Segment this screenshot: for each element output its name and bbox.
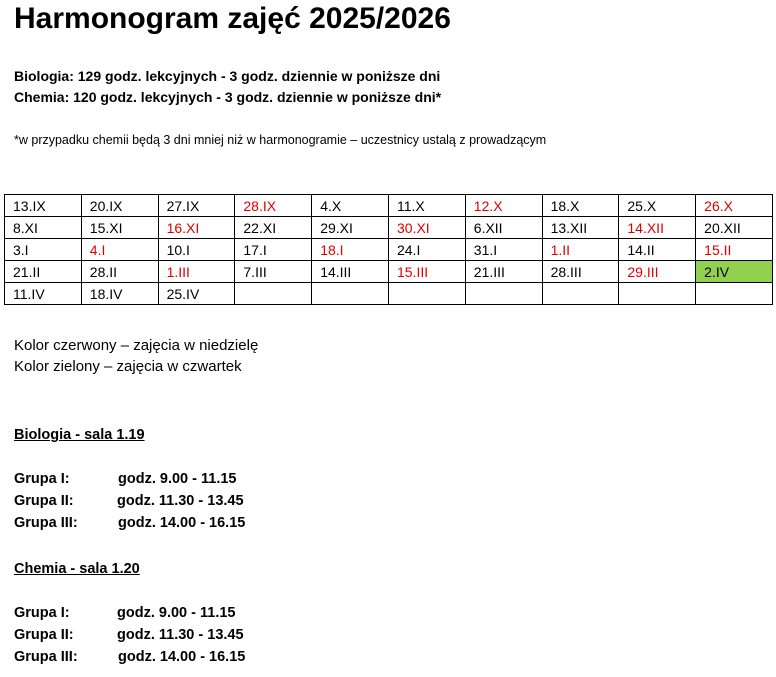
biologia-group-2-time: godz. 11.30 - 13.45 [117, 493, 244, 509]
chemia-hours-info: Chemia: 120 godz. lekcyjnych - 3 godz. dziennie w poniższe dni* [14, 89, 442, 105]
date-cell: 22.XI [235, 217, 312, 239]
empty-cell [235, 283, 312, 305]
date-cell: 6.XII [465, 217, 542, 239]
chemia-group-1-time: godz. 9.00 - 11.15 [117, 605, 236, 621]
date-cell: 25.IV [158, 283, 235, 305]
date-cell: 1.III [158, 261, 235, 283]
biologia-section-title: Biologia - sala 1.19 [14, 427, 145, 443]
table-row [5, 195, 773, 217]
empty-cell [619, 283, 696, 305]
date-cell: 14.II [619, 239, 696, 261]
date-cell: 15.XI [81, 217, 158, 239]
date-cell: 16.XI [158, 217, 235, 239]
date-cell: 4.I [81, 239, 158, 261]
date-cell: 3.I [5, 239, 82, 261]
chemia-group-2-time: godz. 11.30 - 13.45 [117, 627, 244, 643]
date-cell: 24.I [388, 239, 465, 261]
date-cell: 29.III [619, 261, 696, 283]
date-cell: 2.IV [696, 261, 773, 283]
date-cell: 18.I [312, 239, 389, 261]
chemia-group-1-label: Grupa I: [14, 605, 70, 621]
empty-cell [696, 283, 773, 305]
empty-cell [388, 283, 465, 305]
table-row [5, 261, 773, 283]
date-cell: 13.IX [5, 195, 82, 217]
date-cell: 29.XI [312, 217, 389, 239]
date-cell: 30.XI [388, 217, 465, 239]
date-cell: 21.II [5, 261, 82, 283]
date-cell: 7.III [235, 261, 312, 283]
biologia-hours-info: Biologia: 129 godz. lekcyjnych - 3 godz. dziennie w poniższe dni [14, 68, 441, 84]
biologia-group-3-label: Grupa III: [14, 515, 78, 531]
chemia-section-title: Chemia - sala 1.20 [14, 561, 140, 577]
date-cell: 28.IX [235, 195, 312, 217]
date-cell: 28.III [542, 261, 619, 283]
biologia-group-1-time: godz. 9.00 - 11.15 [118, 471, 237, 487]
empty-cell [312, 283, 389, 305]
chemia-group-3-label: Grupa III: [14, 649, 78, 665]
date-cell: 15.II [696, 239, 773, 261]
date-cell: 20.XII [696, 217, 773, 239]
date-cell: 18.X [542, 195, 619, 217]
footnote: *w przypadku chemii będą 3 dni mniej niż w harmonogramie – uczestnicy ustalą z prowadzącym [14, 133, 547, 147]
date-cell: 15.III [388, 261, 465, 283]
date-cell: 28.II [81, 261, 158, 283]
date-cell: 26.X [696, 195, 773, 217]
legend-green: Kolor zielony – zajęcia w czwartek [14, 358, 242, 375]
date-cell: 11.IV [5, 283, 82, 305]
date-cell: 1.II [542, 239, 619, 261]
empty-cell [465, 283, 542, 305]
biologia-group-2-label: Grupa II: [14, 493, 74, 509]
date-cell: 11.X [388, 195, 465, 217]
table-row [5, 217, 773, 239]
legend-red: Kolor czerwony – zajęcia w niedzielę [14, 337, 259, 354]
biologia-group-3-time: godz. 14.00 - 16.15 [118, 515, 246, 531]
date-cell: 4.X [312, 195, 389, 217]
chemia-group-3-time: godz. 14.00 - 16.15 [118, 649, 246, 665]
date-cell: 10.I [158, 239, 235, 261]
biologia-group-1-label: Grupa I: [14, 471, 70, 487]
date-cell: 27.IX [158, 195, 235, 217]
date-cell: 12.X [465, 195, 542, 217]
date-cell: 18.IV [81, 283, 158, 305]
table-row [5, 283, 773, 305]
date-cell: 8.XI [5, 217, 82, 239]
date-cell: 14.XII [619, 217, 696, 239]
date-cell: 17.I [235, 239, 312, 261]
date-cell: 13.XII [542, 217, 619, 239]
date-cell: 21.III [465, 261, 542, 283]
table-row [5, 239, 773, 261]
date-cell: 14.III [312, 261, 389, 283]
date-cell: 25.X [619, 195, 696, 217]
date-cell: 31.I [465, 239, 542, 261]
page-title: Harmonogram zajęć 2025/2026 [14, 2, 451, 35]
empty-cell [542, 283, 619, 305]
date-cell: 20.IX [81, 195, 158, 217]
schedule-table [4, 194, 773, 305]
chemia-group-2-label: Grupa II: [14, 627, 74, 643]
